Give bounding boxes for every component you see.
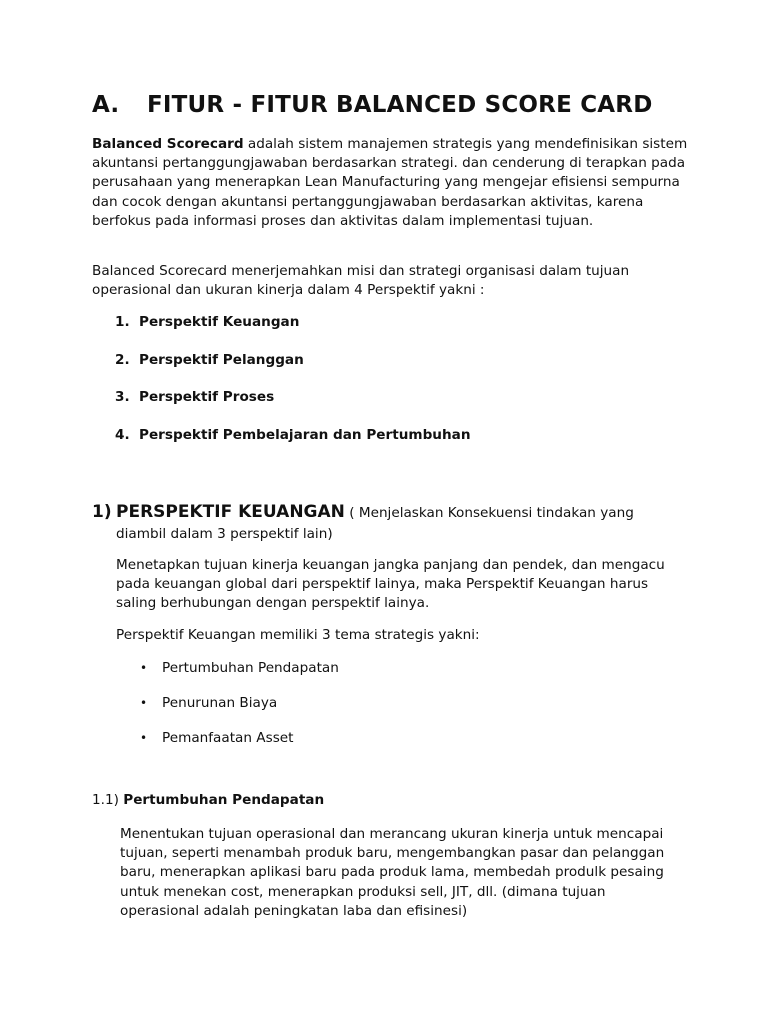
bullet-icon: •	[140, 695, 148, 710]
list-item	[140, 728, 339, 763]
intro-text: adalah sistem manajemen strategis yang mendefinisikan sistem akuntansi pertanggungjawaban berdasarkan strategi. dan cenderung di terapkan pada perusahaan yang menerapkan Lean Manufacturing yang mengejar efisiensi sempurna dan cocok dengan akuntansi pertanggungjawaban berdasarkan aktivitas, karena berfokus pada informasi proses dan aktivitas dalam implementasi tujuan.	[92, 136, 688, 229]
intro-paragraph	[92, 135, 692, 231]
list-item	[115, 312, 471, 350]
subsection-heading	[92, 792, 324, 808]
section-1-heading	[92, 502, 682, 545]
perspectives-intro-paragraph: Balanced Scorecard menerjemahkan misi dan strategi organisasi dalam tujuan operasional dan ukuran kinerja dalam 4 Perspektif yakni :	[92, 263, 630, 299]
bullet-icon: •	[140, 730, 148, 745]
list-item	[115, 350, 471, 388]
subsection-number: 1.1)	[92, 792, 124, 808]
heading-title: FITUR - FITUR BALANCED SCORE CARD	[147, 92, 653, 118]
heading-number: A.	[92, 92, 120, 118]
themes-list	[140, 658, 339, 762]
section-1-title: PERSPEKTIF KEUANGAN	[116, 502, 345, 522]
section-1-paragraph: Menetapkan tujuan kinerja keuangan jangka panjang dan pendek, dan mengacu pada keuangan global dari perspektif lainya, maka Perspektif Keuangan harus saling berhubungan dengan perspektif lainya.	[116, 557, 665, 612]
list-item-label: Pemanfaatan Asset	[162, 729, 294, 746]
list-item-label: Perspektif Pelanggan	[139, 351, 304, 368]
list-item-label: Perspektif Keuangan	[139, 314, 300, 330]
subsection-paragraph: Menentukan tujuan operasional dan merancang ukuran kinerja untuk mencapai tujuan, seperti menambah produk baru, mengembangkan pasar dan pelanggan baru, menerapkan aplikasi baru pada produk lama, membedah produlk pesaing untuk menekan cost, menerapkan produksi sell, JIT, dll. (dimana tujuan operasional adalah peningkatan laba dan efisinesi)	[120, 826, 665, 919]
section-heading	[92, 92, 653, 118]
list-item-number: 4.	[115, 426, 130, 443]
list-item-label: Penurunan Biaya	[162, 694, 278, 711]
section-1-themes-intro: Perspektif Keuangan memiliki 3 tema strategis yakni:	[116, 627, 480, 643]
subsection-title: Pertumbuhan Pendapatan	[123, 792, 325, 808]
list-item	[140, 693, 339, 728]
list-item	[115, 387, 471, 425]
list-item-number: 2.	[115, 351, 130, 368]
list-item	[115, 425, 471, 463]
list-item-label: Perspektif Proses	[139, 389, 275, 405]
section-1-description: ( Menjelaskan Konsekuensi tindakan yang	[344, 505, 634, 521]
list-item	[140, 658, 339, 693]
intro-bold-term: Balanced Scorecard	[92, 136, 244, 152]
list-item-label: Pertumbuhan Pendapatan	[162, 660, 339, 676]
list-item-number: 1.	[115, 314, 130, 330]
section-1-description-continued: diambil dalam 3 perspektif lain)	[116, 526, 333, 542]
bullet-icon: •	[140, 661, 148, 675]
perspectives-list	[115, 312, 471, 462]
list-item-number: 3.	[115, 389, 130, 405]
list-item-label: Perspektif Pembelajaran dan Pertumbuhan	[139, 426, 471, 443]
section-1-number: 1)	[92, 502, 112, 522]
